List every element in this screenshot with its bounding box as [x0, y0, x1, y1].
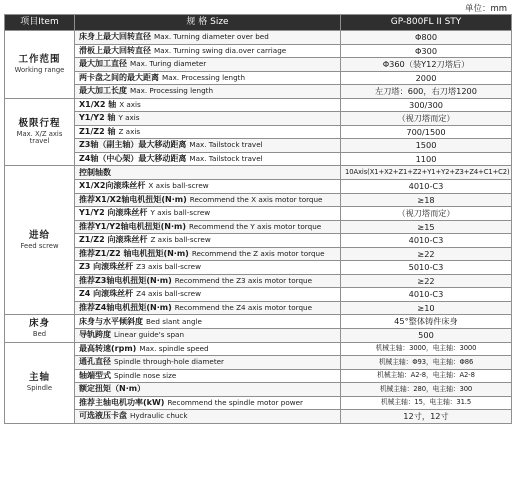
spec-name-cell: [75, 274, 341, 288]
spec-name-en: Max. Processing length: [130, 86, 214, 96]
spec-name-cell: [75, 356, 341, 370]
spec-name-cell: [75, 112, 341, 126]
spec-value: 5010-C3: [341, 261, 512, 275]
spec-name-cell: [75, 315, 341, 329]
spec-name-en: Z4 axis ball-screw: [136, 289, 201, 299]
table-row: [5, 342, 512, 356]
spec-name-en: Max. Turning diameter over bed: [154, 32, 269, 42]
spec-name-en: Recommend the spindle motor power: [167, 397, 304, 407]
table-row: [5, 274, 512, 288]
table-row: [5, 44, 512, 58]
category-bed: [5, 315, 75, 342]
spec-table: [4, 14, 512, 424]
spec-name-zh: 控制轴数: [79, 167, 111, 177]
spec-value: 700/1500: [341, 125, 512, 139]
spec-value: （视刀塔而定）: [341, 112, 512, 126]
spec-value: Φ800: [341, 31, 512, 45]
spec-name-zh: Y1/Y2 向滚珠丝杆: [79, 208, 148, 218]
category-label-zh: 工作范围: [18, 53, 61, 65]
spec-name-cell: [75, 31, 341, 45]
spec-name-zh: 推荐Z1/Z2 轴电机扭矩(N·m): [79, 248, 189, 258]
unit-label: 单位：mm: [464, 4, 507, 14]
spec-value: ≥18: [341, 193, 512, 207]
spec-name-cell: [75, 71, 341, 85]
spec-value: 1500: [341, 139, 512, 153]
spec-name-cell: [75, 383, 341, 397]
spec-name-en: Spindle nose size: [114, 370, 177, 380]
spec-name-cell: [75, 193, 341, 207]
spec-name-zh: Z3 向滚珠丝杆: [79, 262, 134, 272]
table-row: [5, 410, 512, 424]
spec-name-en: Max. spindle speed: [139, 343, 209, 353]
spec-name-zh: X1/X2 轴: [79, 99, 117, 109]
spec-name-zh: 床身上最大回转直径: [79, 32, 151, 42]
spec-name-en: Y axis: [118, 113, 140, 123]
spec-name-zh: 最大加工长度: [79, 86, 127, 96]
spec-value: 左刀塔：600，右刀塔1200: [341, 85, 512, 99]
spec-value: 机械主轴：Φ93，电主轴：Φ86: [341, 356, 512, 370]
spec-name-cell: [75, 247, 341, 261]
spec-name-en: Max. Tailstock travel: [189, 154, 263, 163]
category-label-en: Bed: [32, 329, 47, 338]
spec-name-en: Z axis ball-screw: [150, 235, 211, 245]
spec-name-cell: [75, 85, 341, 99]
spec-name-en: Recommend the Z axis motor torque: [191, 248, 325, 258]
table-row: [5, 234, 512, 248]
spec-name-cell: [75, 342, 341, 356]
spec-value: 300/300: [341, 98, 512, 112]
spec-name-zh: 两卡盘之间的最大距离: [79, 72, 159, 82]
spec-name-cell: [75, 139, 341, 153]
spec-name-cell: [75, 396, 341, 410]
spec-name-en: Recommend the Y axis motor torque: [189, 221, 322, 231]
spec-name-en: Max. Tailstock travel: [189, 140, 263, 150]
category-working-range: [5, 31, 75, 99]
spec-name-en: Spindle through-hole diameter: [114, 357, 225, 367]
header-size: 规 格 Size: [75, 15, 341, 31]
table-row: [5, 71, 512, 85]
table-row: [5, 288, 512, 302]
spec-name-cell: [75, 410, 341, 424]
spec-value: Φ360（装Y12刀塔后）: [341, 58, 512, 72]
header-model: GP-800FL II STY: [341, 15, 512, 31]
table-row: [5, 31, 512, 45]
spec-name-zh: 可选液压卡盘: [79, 411, 127, 421]
table-row: [5, 383, 512, 397]
spec-name-cell: [75, 44, 341, 58]
category-label-en: Working range: [14, 65, 65, 74]
spec-name-cell: [75, 369, 341, 383]
spec-value: 500: [341, 329, 512, 343]
spec-value: 1100: [341, 152, 512, 166]
spec-value: 4010-C3: [341, 180, 512, 194]
spec-value: 4010-C3: [341, 288, 512, 302]
spec-name-en: Z axis: [118, 126, 141, 136]
spec-name-en: Max. Processing length: [162, 72, 246, 82]
spec-value: 机械主轴：A2-8，电主轴：A2-8: [341, 369, 512, 383]
spec-name-en: Bed slant angle: [146, 316, 202, 326]
spec-value: 12寸，12寸: [341, 410, 512, 424]
spec-name-cell: [75, 288, 341, 302]
spec-value: 机械主轴：280，电主轴：300: [341, 383, 512, 397]
category-spindle: [5, 342, 75, 423]
spec-value: （视刀塔而定）: [341, 207, 512, 221]
spec-name-zh: 额定扭矩（N·m）: [79, 384, 146, 394]
table-row: [5, 329, 512, 343]
table-row: [5, 193, 512, 207]
spec-name-zh: Z3轴（副主轴）最大移动距离: [79, 140, 187, 150]
spec-name-zh: 推荐主轴电机功率(kW): [79, 397, 165, 407]
spec-value: Φ300: [341, 44, 512, 58]
table-row: [5, 98, 512, 112]
table-row: [5, 261, 512, 275]
category-feed: [5, 166, 75, 315]
spec-name-en: Y axis ball-screw: [150, 208, 211, 218]
table-row: [5, 85, 512, 99]
spec-name-zh: Z4轴（中心架）最大移动距离: [79, 154, 187, 163]
spec-name-zh: Z1/Z2 向滚珠丝杆: [79, 235, 148, 245]
spec-name-zh: Y1/Y2 轴: [79, 113, 116, 123]
spec-value: 机械主轴：3000，电主轴：3000: [341, 342, 512, 356]
spec-name-cell: [75, 220, 341, 234]
table-row: [5, 139, 512, 153]
spec-name-cell: [75, 207, 341, 221]
table-row: [5, 369, 512, 383]
spec-name-cell: [75, 98, 341, 112]
spec-value: 2000: [341, 71, 512, 85]
table-row: [5, 58, 512, 72]
table-header-row: [5, 15, 512, 31]
spec-name-cell: [75, 180, 341, 194]
spec-name-zh: 推荐Y1/Y2轴电机扭矩(N·m): [79, 221, 187, 231]
category-travel: [5, 98, 75, 166]
spec-name-zh: X1/X2向滚珠丝杆: [79, 181, 146, 191]
spec-name-en: Recommend the Z3 axis motor torque: [174, 275, 313, 285]
spec-name-cell: [75, 125, 341, 139]
spec-value: 4010-C3: [341, 234, 512, 248]
spec-name-cell: [75, 152, 341, 166]
spec-name-cell: [75, 261, 341, 275]
spec-name-cell: [75, 329, 341, 343]
spec-name-en: Z3 axis ball-screw: [136, 262, 201, 272]
spec-name-zh: Z1/Z2 轴: [79, 126, 116, 136]
spec-name-zh: 轴端型式: [79, 370, 111, 380]
spec-name-en: X axis ball-screw: [148, 181, 209, 191]
table-row: [5, 125, 512, 139]
spec-name-cell: [75, 58, 341, 72]
spec-name-zh: 通孔直径: [79, 357, 111, 367]
spec-name-zh: 最大加工直径: [79, 59, 127, 69]
spec-value: ≥10: [341, 301, 512, 315]
table-row: [5, 180, 512, 194]
spec-name-zh: 推荐Z3轴电机扭矩(N·m): [79, 275, 172, 285]
spec-name-zh: 床身与水平倾斜度: [79, 316, 143, 326]
category-label-zh: 进给: [28, 229, 50, 241]
spec-value: 10Axis(X1+X2+Z1+Z2+Y1+Y2+Z3+Z4+C1+C2): [341, 166, 512, 180]
spec-name-en: Linear guide's span: [114, 330, 184, 340]
table-row: [5, 247, 512, 261]
spec-value: 45°整体铸件床身: [341, 315, 512, 329]
spec-value: ≥15: [341, 220, 512, 234]
category-label-en: Max. X/Z axis travel: [16, 129, 63, 146]
spec-value: 机械主轴：15，电主轴：31.5: [341, 396, 512, 410]
spec-name-zh: 滑板上最大回转直径: [79, 45, 151, 55]
table-row: [5, 301, 512, 315]
spec-name-cell: [75, 301, 341, 315]
spec-value: ≥22: [341, 274, 512, 288]
category-label-zh: 极限行程: [18, 117, 61, 129]
table-row: [5, 152, 512, 166]
table-row: [5, 207, 512, 221]
table-row: [5, 166, 512, 180]
spec-name-en: Hydraulic chuck: [130, 411, 188, 421]
spec-name-cell: [75, 166, 341, 180]
category-label-en: Feed screw: [20, 241, 59, 250]
category-label-zh: 主轴: [28, 372, 50, 384]
table-row: [5, 220, 512, 234]
spec-name-en: Recommend the Z4 axis motor torque: [174, 303, 313, 313]
spec-name-zh: 导轨跨度: [79, 330, 111, 340]
spec-name-zh: 推荐X1/X2轴电机扭矩(N·m): [79, 194, 187, 204]
spec-name-en: Max. Turning swing dia.over carriage: [154, 45, 287, 55]
category-label-en: Spindle: [26, 384, 53, 393]
table-row: [5, 315, 512, 329]
table-row: [5, 396, 512, 410]
category-label-zh: 床身: [28, 317, 50, 329]
spec-name-zh: Z4 向滚珠丝杆: [79, 289, 134, 299]
spec-name-zh: 推荐Z4轴电机扭矩(N·m): [79, 303, 172, 313]
spec-name-zh: 最高转速(rpm): [79, 343, 137, 353]
header-item: 项目Item: [5, 15, 75, 31]
spec-name-en: Recommend the X axis motor torque: [189, 194, 323, 204]
spec-name-en: X axis: [119, 99, 141, 109]
spec-value: ≥22: [341, 247, 512, 261]
table-row: [5, 356, 512, 370]
spec-name-cell: [75, 234, 341, 248]
spec-name-en: Max. Turing diameter: [130, 59, 207, 69]
table-row: [5, 112, 512, 126]
